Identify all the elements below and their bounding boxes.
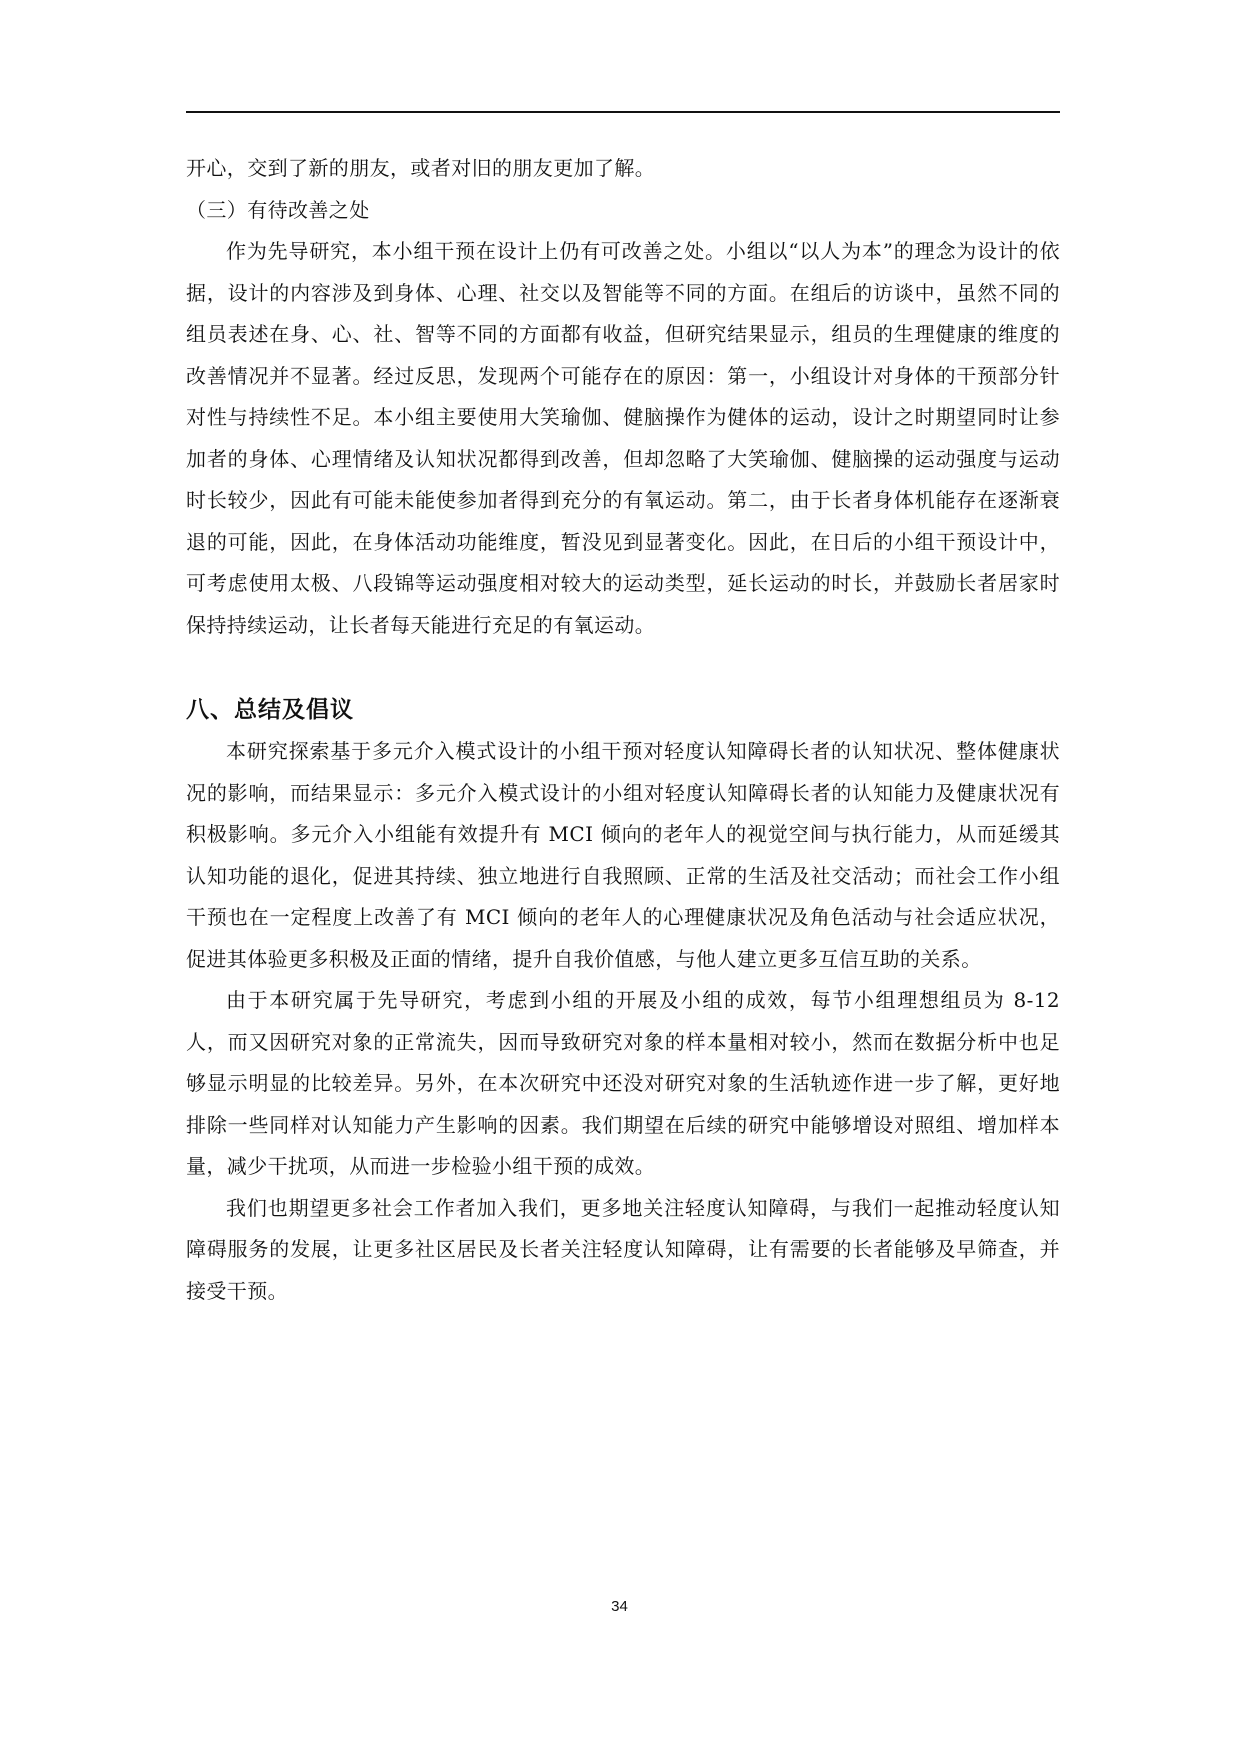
paragraph-call-to-action: 我们也期望更多社会工作者加入我们，更多地关注轻度认知障碍，与我们一起推动轻度认知障碍服务的发展，让更多社区居民及长者关注轻度认知障碍，让有需要的长者能够及早筛查，并接受干预。: [186, 1195, 1060, 1303]
paragraph-summary: 本研究探索基于多元介入模式设计的小组干预对轻度认知障碍长者的认知状况、整体健康状况的影响，而结果显示：多元介入模式设计的小组对轻度认知障碍长者的认知能力及健康状况有积极影响。多元介入小组能有效提升有 MCI 倾向的老年人的视觉空间与执行能力，从而延缓其认知功能的退化，促进其持续、独立地进行自我照顾、正常的生活及社交活动；而社会工作小组干预也在一定程度上改善了有 MCI 倾向的老年人的心理健康状况及角色活动与社会适应状况，促进其体验更多积极及正面的情绪，提升自我价值感，与他人建立更多互信互助的关系。: [186, 739, 1060, 971]
paragraph-limitations: 由于本研究属于先导研究，考虑到小组的开展及小组的成效，每节小组理想组员为 8-12 人，而又因研究对象的正常流失，因而导致研究对象的样本量相对较小，然而在数据分析中也足够显示明显的比较差异。另外，在本次研究中还没对研究对象的生活轨迹作进一步了解，更好地排除一些同样对认知能力产生影响的因素。我们期望在后续的研究中能够增设对照组、增加样本量，减少干扰项，从而进一步检验小组干预的成效。: [186, 988, 1060, 1178]
continued-paragraph: 开心，交到了新的朋友，或者对旧的朋友更加了解。: [186, 156, 656, 180]
paragraph-improvements: 作为先导研究，本小组干预在设计上仍有可改善之处。小组以“以人为本”的理念为设计的依据，设计的内容涉及到身体、心理、社交以及智能等不同的方面。在组后的访谈中，虽然不同的组员表述在身、心、社、智等不同的方面都有收益，但研究结果显示，组员的生理健康的维度的改善情况并不显著。经过反思，发现两个可能存在的原因：第一，小组设计对身体的干预部分针对性与持续性不足。本小组主要使用大笑瑜伽、健脑操作为健体的运动，设计之时期望同时让参加者的身体、心理情绪及认知状况都得到改善，但却忽略了大笑瑜伽、健脑操的运动强度与运动时长较少，因此有可能未能使参加者得到充分的有氧运动。第二，由于长者身体机能存在逐渐衰退的可能，因此，在身体活动功能维度，暂没见到显著变化。因此，在日后的小组干预设计中，可考虑使用太极、八段锦等运动强度相对较大的运动类型，延长运动的时长，并鼓励长者居家时保持持续运动，让长者每天能进行充足的有氧运动。: [186, 239, 1060, 637]
page-number: 34: [611, 1598, 628, 1615]
section-heading-summary: 八、总结及倡议: [186, 696, 354, 723]
subheading-improvements: （三）有待改善之处: [186, 197, 370, 222]
page-content: [186, 148, 1060, 1312]
header-rule: [186, 111, 1060, 113]
